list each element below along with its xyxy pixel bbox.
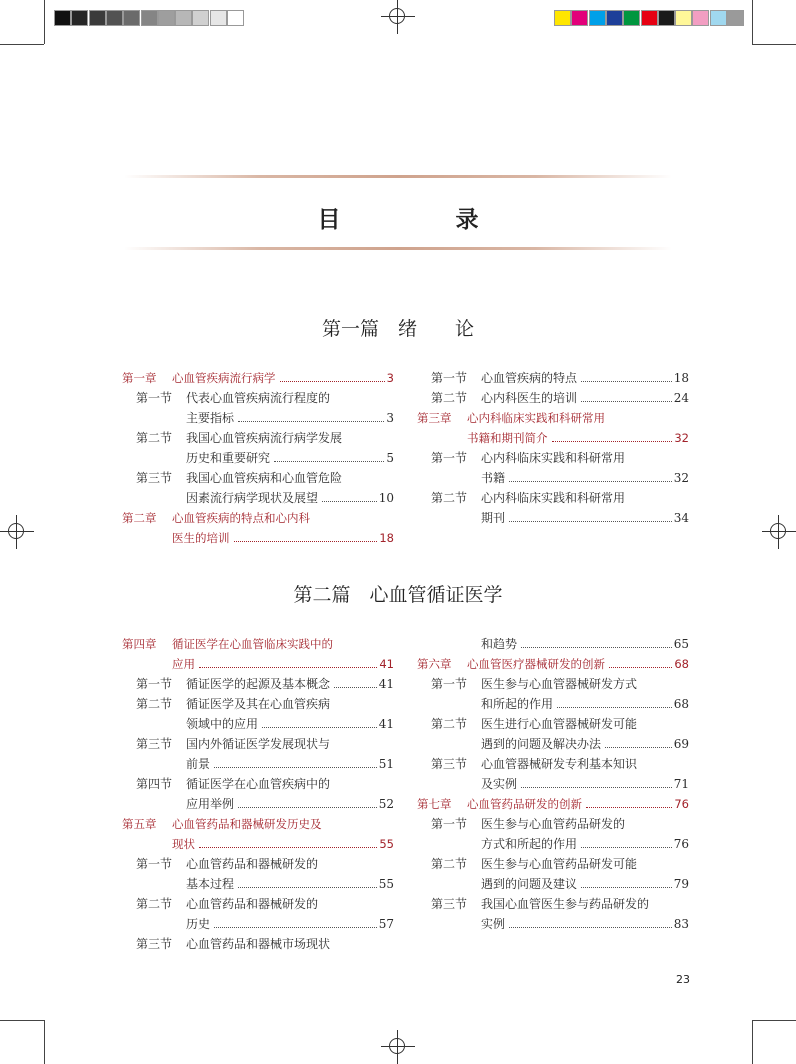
section-title: 历史 xyxy=(186,917,211,931)
page-ref: 18 xyxy=(673,371,689,385)
page-ref: 3 xyxy=(386,371,394,385)
color-swatch xyxy=(71,10,88,26)
color-swatch xyxy=(54,10,71,26)
page-ref: 68 xyxy=(673,697,689,711)
toc-chapter-line xyxy=(122,634,394,654)
color-swatch xyxy=(227,10,244,26)
dot-leader xyxy=(521,646,672,648)
section-title: 心血管药品和器械研发的 xyxy=(186,857,319,871)
section-number: 第三节 xyxy=(431,757,468,771)
toc-chapter-line xyxy=(417,428,689,448)
section-number: 第二节 xyxy=(431,717,468,731)
toc-chapter-line xyxy=(417,408,689,428)
toc-section-line xyxy=(122,774,394,794)
page-ref: 68 xyxy=(674,657,689,671)
section-title: 医生参与心血管药品研发的 xyxy=(481,817,626,831)
section-title: 医生进行心血管器械研发可能 xyxy=(481,717,638,731)
toc-section-line xyxy=(417,488,689,508)
chapter-title: 书籍和期刊简介 xyxy=(467,431,548,445)
registration-mark-bottom xyxy=(381,1030,415,1064)
toc-section-line xyxy=(417,774,689,794)
dot-leader xyxy=(262,726,377,728)
section-title: 和趋势 xyxy=(481,637,518,651)
chapter-title: 应用 xyxy=(172,657,195,671)
chapter-title: 医生的培训 xyxy=(172,531,230,545)
color-swatch xyxy=(727,10,744,26)
toc-section-line xyxy=(417,694,689,714)
toc-section-line xyxy=(417,894,689,914)
page-ref: 18 xyxy=(379,531,394,545)
page-ref: 51 xyxy=(378,757,394,771)
color-swatch xyxy=(192,10,209,26)
section-title: 领域中的应用 xyxy=(186,717,259,731)
toc-section-line xyxy=(122,388,394,408)
section-title: 循证医学在心血管疾病中的 xyxy=(186,777,331,791)
section-title: 及实例 xyxy=(481,777,518,791)
registration-mark-top xyxy=(381,0,415,34)
toc-section-line xyxy=(417,834,689,854)
page-ref: 65 xyxy=(673,637,689,651)
registration-mark-right xyxy=(762,515,796,549)
page-title: 目 录 xyxy=(317,207,525,233)
toc-section-line xyxy=(122,734,394,754)
dot-leader xyxy=(199,846,377,848)
toc-section-line xyxy=(122,854,394,874)
dot-leader xyxy=(581,886,672,888)
color-swatch xyxy=(554,10,571,26)
color-swatch xyxy=(589,10,606,26)
page-ref: 57 xyxy=(378,917,394,931)
color-swatch xyxy=(89,10,106,26)
page-ref: 52 xyxy=(378,797,394,811)
part-title-1: 第一篇 绪 论 xyxy=(321,318,474,340)
section-title: 循证医学及其在心血管疾病 xyxy=(186,697,331,711)
color-swatch xyxy=(675,10,692,26)
section-title: 历史和重要研究 xyxy=(186,451,271,465)
chapter-title: 心血管疾病流行病学 xyxy=(172,371,276,385)
dot-leader xyxy=(586,806,672,808)
dot-leader xyxy=(238,420,384,422)
chapter-title: 心血管药品研发的创新 xyxy=(467,797,582,811)
toc-section-line xyxy=(417,368,689,388)
dot-leader xyxy=(238,886,377,888)
toc-section-line xyxy=(417,814,689,834)
color-swatch xyxy=(141,10,158,26)
section-title: 主要指标 xyxy=(186,411,235,425)
section-number: 第一节 xyxy=(431,371,468,385)
toc-section-line xyxy=(122,674,394,694)
page-ref: 10 xyxy=(378,491,394,505)
dot-leader xyxy=(552,440,673,442)
section-title: 心血管疾病的特点 xyxy=(481,371,578,385)
toc-section-line xyxy=(417,734,689,754)
page-ref: 83 xyxy=(673,917,689,931)
color-swatch xyxy=(210,10,227,26)
chapter-number: 第五章 xyxy=(122,817,157,831)
color-swatch xyxy=(623,10,640,26)
dot-leader xyxy=(199,666,377,668)
section-number: 第一节 xyxy=(431,817,468,831)
page-ref: 41 xyxy=(378,717,394,731)
color-swatch xyxy=(641,10,658,26)
toc-section-line xyxy=(417,854,689,874)
toc-section-line xyxy=(122,448,394,468)
dot-leader xyxy=(214,766,377,768)
dot-leader xyxy=(521,786,672,788)
section-title: 我国心血管医生参与药品研发的 xyxy=(481,897,650,911)
section-title: 医生参与心血管器械研发方式 xyxy=(481,677,638,691)
chapter-number: 第二章 xyxy=(122,511,157,525)
toc-chapter-line xyxy=(122,654,394,674)
toc-chapter-line xyxy=(122,508,394,528)
color-swatch xyxy=(106,10,123,26)
dot-leader xyxy=(238,806,377,808)
color-swatch xyxy=(710,10,727,26)
toc-chapter-line xyxy=(122,368,394,388)
page-number: 23 xyxy=(676,973,690,986)
section-number: 第一节 xyxy=(136,857,173,871)
section-number: 第二节 xyxy=(431,857,468,871)
toc-section-line xyxy=(122,694,394,714)
toc-chapter-line xyxy=(122,528,394,548)
chapter-number: 第三章 xyxy=(417,411,452,425)
title-top-rule xyxy=(124,175,672,178)
toc-chapter-line xyxy=(417,794,689,814)
page-ref: 32 xyxy=(674,431,689,445)
color-swatch xyxy=(123,10,140,26)
dot-leader xyxy=(605,746,672,748)
section-number: 第一节 xyxy=(136,677,173,691)
dot-leader xyxy=(509,520,672,522)
section-title: 循证医学的起源及基本概念 xyxy=(186,677,331,691)
section-number: 第三节 xyxy=(136,737,173,751)
section-number: 第一节 xyxy=(136,391,173,405)
dot-leader xyxy=(581,846,672,848)
chapter-number: 第七章 xyxy=(417,797,452,811)
toc-section-line xyxy=(122,714,394,734)
toc-section-line xyxy=(417,874,689,894)
toc-chapter-line xyxy=(122,814,394,834)
section-title: 方式和所起的作用 xyxy=(481,837,578,851)
section-number: 第三节 xyxy=(431,897,468,911)
toc-section-line xyxy=(417,914,689,934)
dot-leader xyxy=(334,686,377,688)
title-bottom-rule xyxy=(124,247,672,250)
color-swatch xyxy=(692,10,709,26)
section-title: 心内科医生的培训 xyxy=(481,391,578,405)
section-number: 第二节 xyxy=(136,897,173,911)
toc-section-line xyxy=(122,754,394,774)
page-ref: 76 xyxy=(674,797,689,811)
section-title: 医生参与心血管药品研发可能 xyxy=(481,857,638,871)
toc-section-line xyxy=(417,448,689,468)
section-title: 因素流行病学现状及展望 xyxy=(186,491,319,505)
section-title: 和所起的作用 xyxy=(481,697,554,711)
page-ref: 55 xyxy=(378,877,394,891)
chapter-number: 第一章 xyxy=(122,371,157,385)
page-ref: 3 xyxy=(386,411,394,425)
dot-leader xyxy=(609,666,672,668)
page-ref: 32 xyxy=(673,471,689,485)
dot-leader xyxy=(557,706,672,708)
section-title: 我国心血管疾病和心血管危险 xyxy=(186,471,343,485)
toc-section-line xyxy=(417,508,689,528)
section-number: 第四节 xyxy=(136,777,173,791)
chapter-title: 心血管药品和器械研发历史及 xyxy=(172,817,322,831)
toc-chapter-line xyxy=(122,834,394,854)
toc-section-line xyxy=(417,634,689,654)
section-title: 心内科临床实践和科研常用 xyxy=(481,451,626,465)
part-title-2: 第二篇 心血管循证医学 xyxy=(293,584,503,606)
dot-leader xyxy=(274,460,384,462)
page-ref: 41 xyxy=(379,657,394,671)
toc-section-line xyxy=(417,468,689,488)
toc-section-line xyxy=(122,914,394,934)
page-ref: 41 xyxy=(378,677,394,691)
section-title: 心血管器械研发专利基本知识 xyxy=(481,757,638,771)
toc-section-line xyxy=(122,468,394,488)
section-number: 第二节 xyxy=(136,697,173,711)
page-ref: 76 xyxy=(673,837,689,851)
section-number: 第一节 xyxy=(431,677,468,691)
page-ref: 79 xyxy=(673,877,689,891)
color-swatch xyxy=(571,10,588,26)
section-number: 第二节 xyxy=(431,391,468,405)
chapter-number: 第六章 xyxy=(417,657,452,671)
color-swatch xyxy=(658,10,675,26)
toc-section-line xyxy=(122,408,394,428)
chapter-title: 现状 xyxy=(172,837,195,851)
toc-section-line xyxy=(122,794,394,814)
dot-leader xyxy=(322,500,377,502)
dot-leader xyxy=(509,480,672,482)
section-title: 前景 xyxy=(186,757,211,771)
page-ref: 55 xyxy=(379,837,394,851)
toc-section-line xyxy=(122,934,394,954)
page-ref: 71 xyxy=(673,777,689,791)
toc-section-line xyxy=(122,428,394,448)
section-title: 代表心血管疾病流行程度的 xyxy=(186,391,331,405)
section-title: 遇到的问题及建议 xyxy=(481,877,578,891)
section-number: 第三节 xyxy=(136,471,173,485)
section-title: 期刊 xyxy=(481,511,506,525)
section-title: 心血管药品和器械研发的 xyxy=(186,897,319,911)
dot-leader xyxy=(509,926,672,928)
toc-section-line xyxy=(122,894,394,914)
section-title: 实例 xyxy=(481,917,506,931)
page-ref: 5 xyxy=(386,451,394,465)
chapter-title: 心血管疾病的特点和心内科 xyxy=(172,511,310,525)
color-swatch xyxy=(606,10,623,26)
toc-section-line xyxy=(417,754,689,774)
section-title: 应用举例 xyxy=(186,797,235,811)
section-title: 心内科临床实践和科研常用 xyxy=(481,491,626,505)
toc-section-line xyxy=(122,874,394,894)
dot-leader xyxy=(280,380,385,382)
toc-section-line xyxy=(417,674,689,694)
dot-leader xyxy=(234,540,378,542)
section-number: 第二节 xyxy=(136,431,173,445)
toc-chapter-line xyxy=(417,654,689,674)
section-title: 我国心血管疾病流行病学发展 xyxy=(186,431,343,445)
section-title: 心血管药品和器械市场现状 xyxy=(186,937,331,951)
dot-leader xyxy=(214,926,377,928)
registration-mark-left xyxy=(0,515,34,549)
section-title: 遇到的问题及解决办法 xyxy=(481,737,602,751)
section-title: 书籍 xyxy=(481,471,506,485)
page-ref: 24 xyxy=(673,391,689,405)
dot-leader xyxy=(581,380,672,382)
section-number: 第二节 xyxy=(431,491,468,505)
section-title: 国内外循证医学发展现状与 xyxy=(186,737,331,751)
section-number: 第一节 xyxy=(431,451,468,465)
section-title: 基本过程 xyxy=(186,877,235,891)
dot-leader xyxy=(581,400,672,402)
page-ref: 34 xyxy=(673,511,689,525)
color-swatch xyxy=(158,10,175,26)
page-ref: 69 xyxy=(673,737,689,751)
chapter-number: 第四章 xyxy=(122,637,157,651)
chapter-title: 循证医学在心血管临床实践中的 xyxy=(172,637,333,651)
toc-section-line xyxy=(417,388,689,408)
chapter-title: 心血管医疗器械研发的创新 xyxy=(467,657,605,671)
toc-section-line xyxy=(122,488,394,508)
toc-section-line xyxy=(417,714,689,734)
chapter-title: 心内科临床实践和科研常用 xyxy=(467,411,605,425)
color-swatch xyxy=(175,10,192,26)
section-number: 第三节 xyxy=(136,937,173,951)
